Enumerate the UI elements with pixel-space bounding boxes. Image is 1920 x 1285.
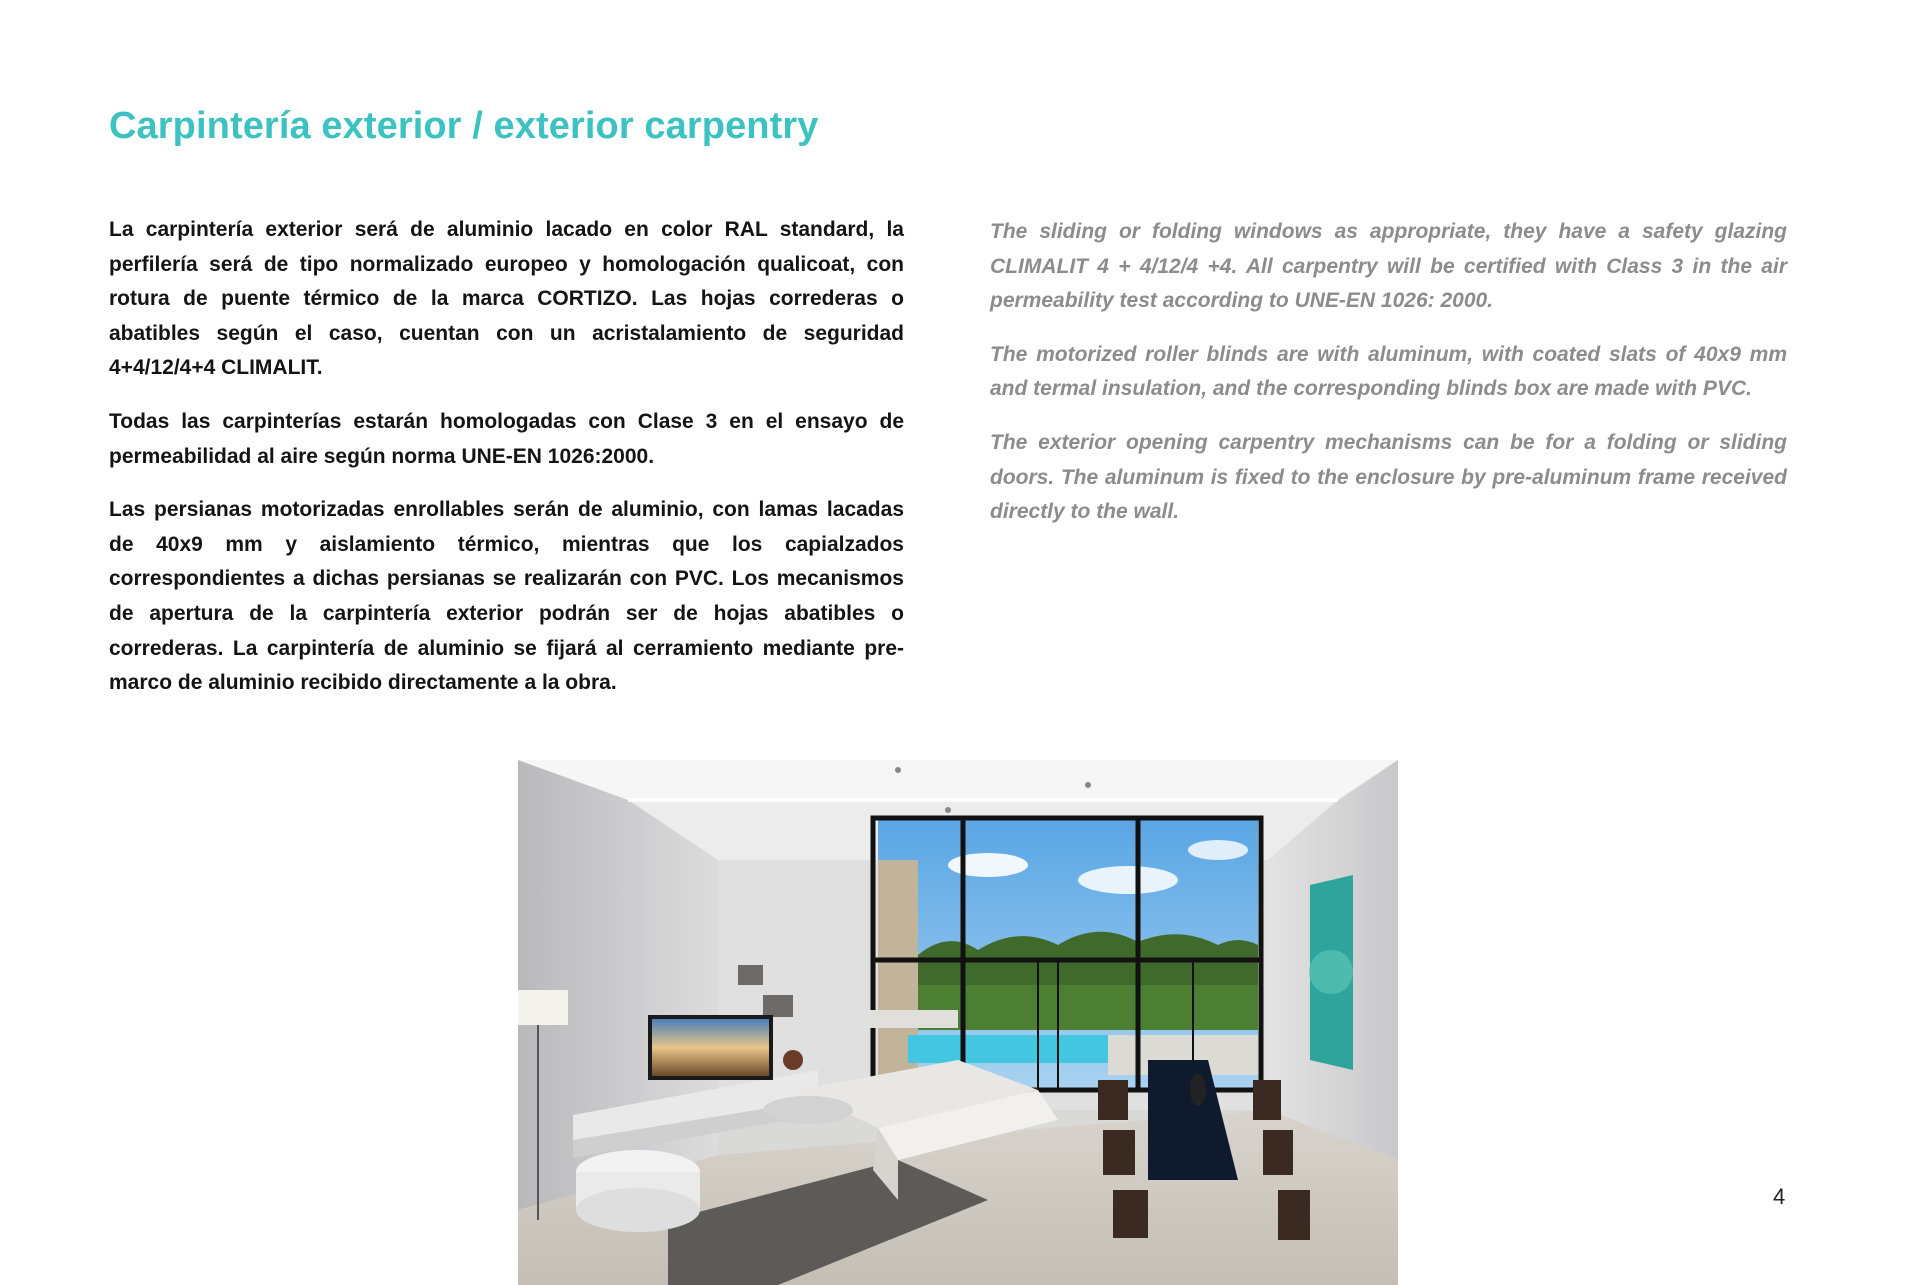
spanish-paragraph: Todas las carpinterías estarán homologadas con Clase 3 en el ensayo de permeabilidad al aire según norma UNE-EN 1026:2000. [109,409,904,468]
page-title: Carpintería exterior / exterior carpentry [109,105,819,147]
spanish-paragraph: La carpintería exterior será de aluminio lacado en color RAL standard, la perfilería será de tipo normalizado europeo y homologación qualicoat, con rotura de puente térmico de la marca CORTIZO. Las hojas correderas o abatibles según el caso, cuentan con un acristalamiento de seguridad 4+4/12/4+4 CLIMALIT. [109,218,904,380]
living-room-photo [518,760,1398,1285]
page-number: 4 [1773,1184,1786,1209]
english-paragraph: The sliding or folding windows as appropriate, they have a safety glazing CLIMALIT 4 + 4/12/4 +4. All carpentry will be certified with Class 3 in the air permeability test according to UNE-EN 1026: 2000. [990,220,1787,313]
spanish-paragraph: Las persianas motorizadas enrollables serán de aluminio, con lamas lacadas de 40x9 mm y aislamiento térmico, mientras que los capialzados correspondientes a dichas persianas se realizarán con PVC. Los mecanismos de apertura de la carpintería exterior podrán ser de hojas abatibles o correderas. La carpintería de aluminio se fijará al cerramiento mediante pre-marco de aluminio recibido directamente a la obra. [109,498,904,695]
english-paragraph: The motorized roller blinds are with aluminum, with coated slats of 40x9 mm and termal insulation, and the corresponding blinds box are made with PVC. [990,342,1787,401]
english-paragraph: The exterior opening carpentry mechanisms can be for a folding or sliding doors. The aluminum is fixed to the enclosure by pre-aluminum frame received directly to the wall. [990,430,1787,524]
spanish-text-column [109,213,904,720]
english-text-column [990,215,1787,549]
